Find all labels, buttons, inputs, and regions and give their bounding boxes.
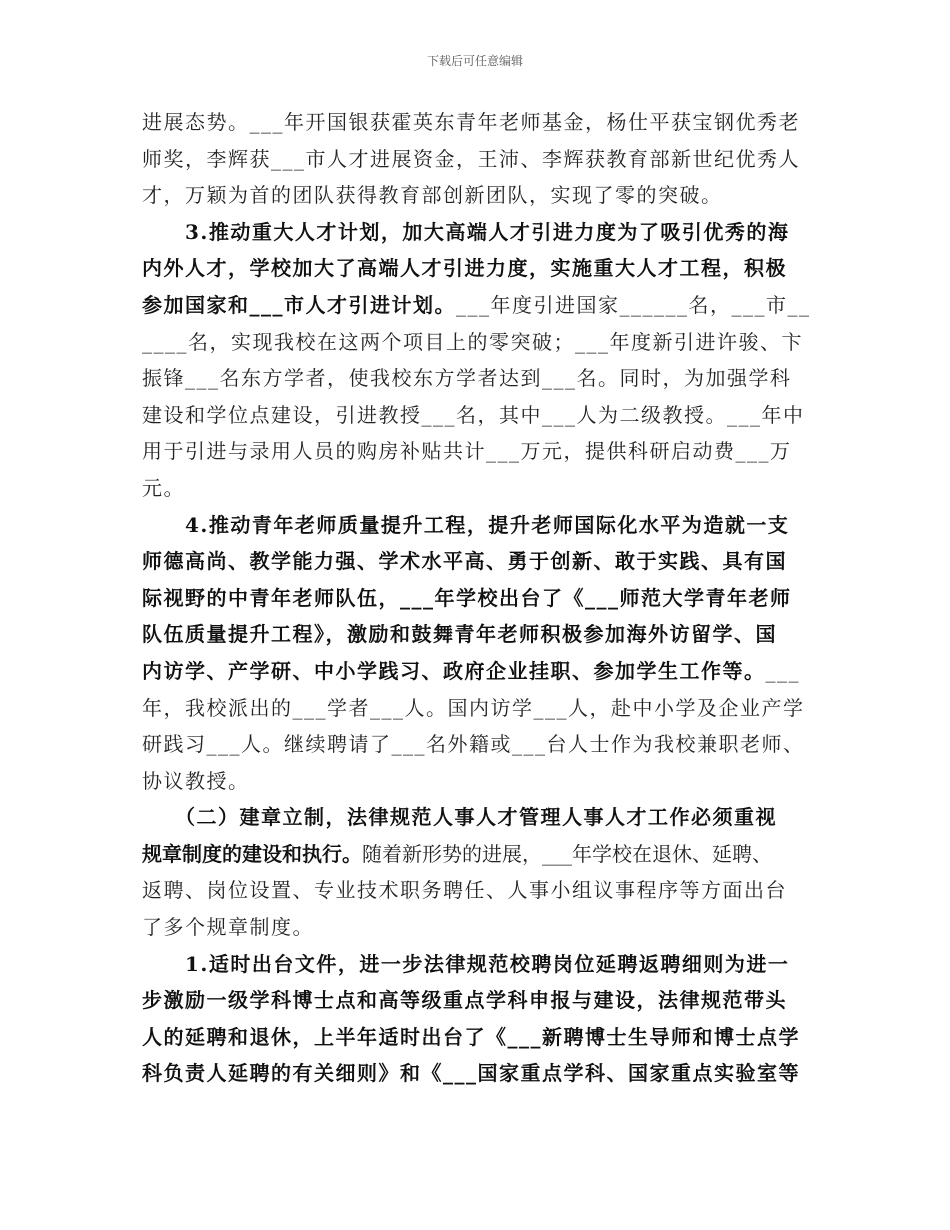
text-line bbox=[142, 946, 812, 983]
text-segment: 用于引进与录用人员的购房补贴共计___万元，提供科研启动费___万 bbox=[142, 439, 792, 464]
text-line bbox=[142, 763, 812, 800]
document-body bbox=[142, 104, 812, 1092]
bold-text-segment: 参加国家和___市人才引进计划。 bbox=[142, 292, 456, 317]
bold-text-segment: 内访学、产学研、中小学践习、政府企业挂职、参加学生工作等。 bbox=[142, 658, 766, 683]
text-line bbox=[142, 1055, 812, 1092]
text-segment: ___年度引进国家______名，___市__ bbox=[456, 292, 811, 317]
text-segment: ____名，实现我校在这两个项目上的零突破；___年度新引进许骏、卞 bbox=[142, 329, 803, 354]
text-line bbox=[142, 177, 812, 214]
text-line bbox=[142, 1019, 812, 1056]
text-segment: 随着新形势的进展，___年学校在退休、延聘、 bbox=[362, 841, 772, 866]
bold-text-segment: 4.推动青年老师质量提升工程，提升老师国际化水平为造就一支 bbox=[142, 512, 790, 537]
bold-text-segment: 际视野的中青年老师队伍，___年学校出台了《___师范大学青年老师 bbox=[142, 585, 792, 610]
text-segment: 元。 bbox=[142, 475, 185, 500]
text-line bbox=[142, 726, 812, 763]
text-line bbox=[142, 543, 812, 580]
bold-text-segment: 师德高尚、教学能力强、学术水平高、勇于创新、敢于实践、具有国 bbox=[142, 549, 787, 574]
text-segment: ___ bbox=[765, 658, 800, 683]
bold-text-segment: 人的延聘和退休，上半年适时出台了《___新聘博士生导师和博士点学 bbox=[142, 1024, 800, 1049]
bold-text-segment: 1.适时出台文件，进一步法律规范校聘岗位延聘返聘细则为进一 bbox=[142, 951, 790, 976]
text-line bbox=[142, 324, 812, 361]
text-line bbox=[142, 872, 812, 909]
text-line bbox=[142, 214, 812, 251]
text-segment: 协议教授。 bbox=[142, 768, 250, 793]
text-line bbox=[142, 287, 812, 324]
text-segment: 振锋___名东方学者，使我校东方学者达到___名。同时，为加强学科 bbox=[142, 366, 792, 391]
bold-text-segment: 规章制度的建设和执行。 bbox=[142, 841, 362, 866]
text-segment: 返聘、岗位设置、专业技术职务聘任、人事小组议事程序等方面出台 bbox=[142, 878, 787, 903]
text-line bbox=[142, 507, 812, 544]
text-segment: 才，万颖为首的团队获得教育部创新团队，实现了零的突破。 bbox=[142, 183, 723, 208]
text-segment: 师奖，李辉获___市人才进展资金，王沛、李辉获教育部新世纪优秀人 bbox=[142, 146, 800, 171]
bold-text-segment: 科负责人延聘的有关细则》和《___国家重点学科、国家重点实验室等 bbox=[142, 1061, 800, 1086]
bold-text-segment: （二）建章立制，法律规范人事人才管理人事人才工作必须重视 bbox=[142, 805, 777, 830]
text-line bbox=[142, 360, 812, 397]
text-line bbox=[142, 141, 812, 178]
text-line bbox=[142, 397, 812, 434]
bold-text-segment: 3.推动重大人才计划，加大高端人才引进力度为了吸引优秀的海 bbox=[142, 219, 790, 244]
text-line bbox=[142, 470, 812, 507]
text-line bbox=[142, 982, 812, 1019]
bold-text-segment: 队伍质量提升工程》，激励和鼓舞青年老师积极参加海外访留学、国 bbox=[142, 622, 777, 647]
text-line bbox=[142, 799, 812, 836]
text-line bbox=[142, 104, 812, 141]
text-line bbox=[142, 616, 812, 653]
text-line bbox=[142, 836, 812, 873]
text-line bbox=[142, 653, 812, 690]
text-segment: 进展态势。___年开国银获霍英东青年老师基金，杨仕平获宝钢优秀老 bbox=[142, 110, 800, 134]
text-line bbox=[142, 580, 812, 617]
text-line bbox=[142, 433, 812, 470]
text-line bbox=[142, 250, 812, 287]
text-segment: 研践习___人。继续聘请了___名外籍或___台人士作为我校兼职老师、 bbox=[142, 732, 805, 757]
page-header: 下载后可任意编辑 bbox=[426, 54, 523, 68]
text-segment: 建设和学位点建设，引进教授___名，其中___人为二级教授。___年中 bbox=[142, 402, 805, 427]
text-line bbox=[142, 909, 812, 946]
text-segment: 年，我校派出的___学者___人。国内访学___人，赴中小学及企业产学 bbox=[142, 695, 805, 720]
bold-text-segment: 内外人才，学校加大了高端人才引进力度，实施重大人才工程，积极 bbox=[142, 256, 787, 281]
text-segment: 了多个规章制度。 bbox=[142, 915, 314, 940]
bold-text-segment: 步激励一级学科博士点和高等级重点学科申报与建设，法律规范带头 bbox=[142, 988, 787, 1013]
text-line bbox=[142, 690, 812, 727]
